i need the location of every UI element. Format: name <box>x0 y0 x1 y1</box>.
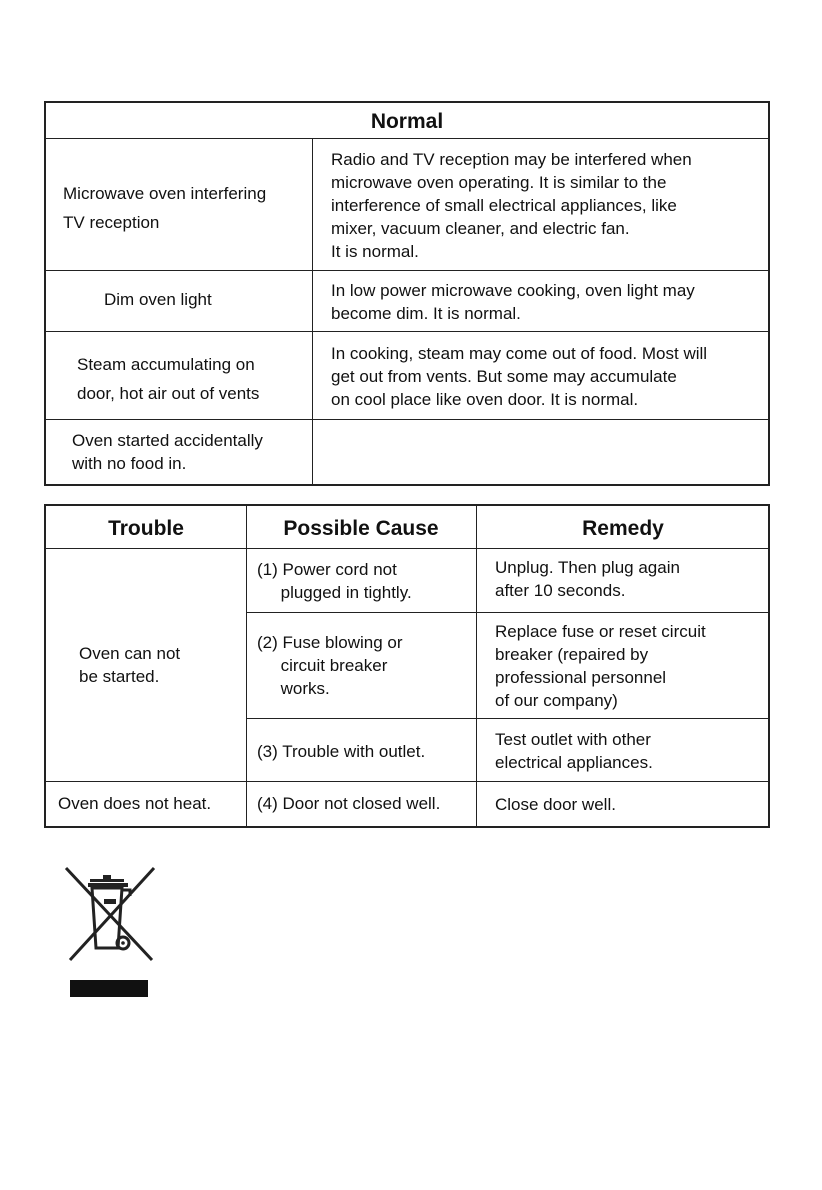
divider <box>46 270 768 271</box>
divider <box>246 718 768 719</box>
symptom-started-empty: Oven started accidentally with no food in. <box>72 431 263 473</box>
divider <box>46 138 768 139</box>
remedy-fuse: Replace fuse or reset circuit breaker (repaired by professional personnel of our company) <box>495 622 706 710</box>
divider <box>312 138 313 484</box>
remedy-power-cord: Unplug. Then plug again after 10 seconds. <box>495 558 680 600</box>
divider <box>246 506 247 826</box>
header-possible-cause: Possible Cause <box>283 517 439 540</box>
header-remedy: Remedy <box>582 517 664 540</box>
cause-fuse: (2) Fuse blowing or circuit breaker works. <box>257 633 403 698</box>
divider <box>46 781 768 782</box>
symptom-steam: Steam accumulating on door, hot air out of vents <box>77 355 260 403</box>
remedy-door: Close door well. <box>495 795 616 814</box>
trouble-no-heat: Oven does not heat. <box>58 794 212 813</box>
explanation-dim-light: In low power microwave cooking, oven light may become dim. It is normal. <box>331 281 695 323</box>
symptom-dim-light: Dim oven light <box>104 290 212 309</box>
header-trouble: Trouble <box>108 517 184 540</box>
symptom-tv-interference: Microwave oven interfering TV reception <box>63 184 267 232</box>
explanation-steam: In cooking, steam may come out of food. Most will get out from vents. But some may accumulate on cool place like oven door. It is normal. <box>331 344 708 409</box>
divider <box>46 331 768 332</box>
cause-door: (4) Door not closed well. <box>257 794 441 813</box>
divider <box>46 548 768 549</box>
trouble-cannot-start: Oven can not be started. <box>79 644 181 686</box>
cause-outlet: (3) Trouble with outlet. <box>257 742 426 761</box>
trouble-table <box>44 504 770 828</box>
normal-title: Normal <box>370 110 444 133</box>
explanation-tv-interference: Radio and TV reception may be interfered when microwave oven operating. It is similar to the interference of small electrical appliances, like mixer, vacuum cleaner, and electric fan. It is normal. <box>331 150 692 261</box>
cause-power-cord: (1) Power cord not plugged in tightly. <box>257 560 412 602</box>
divider <box>476 506 477 826</box>
divider <box>46 419 768 420</box>
remedy-outlet: Test outlet with other electrical appliances. <box>495 730 653 772</box>
divider <box>246 612 768 613</box>
normal-table <box>44 101 770 486</box>
crossed-out-wheelie-bin-icon <box>64 866 156 998</box>
